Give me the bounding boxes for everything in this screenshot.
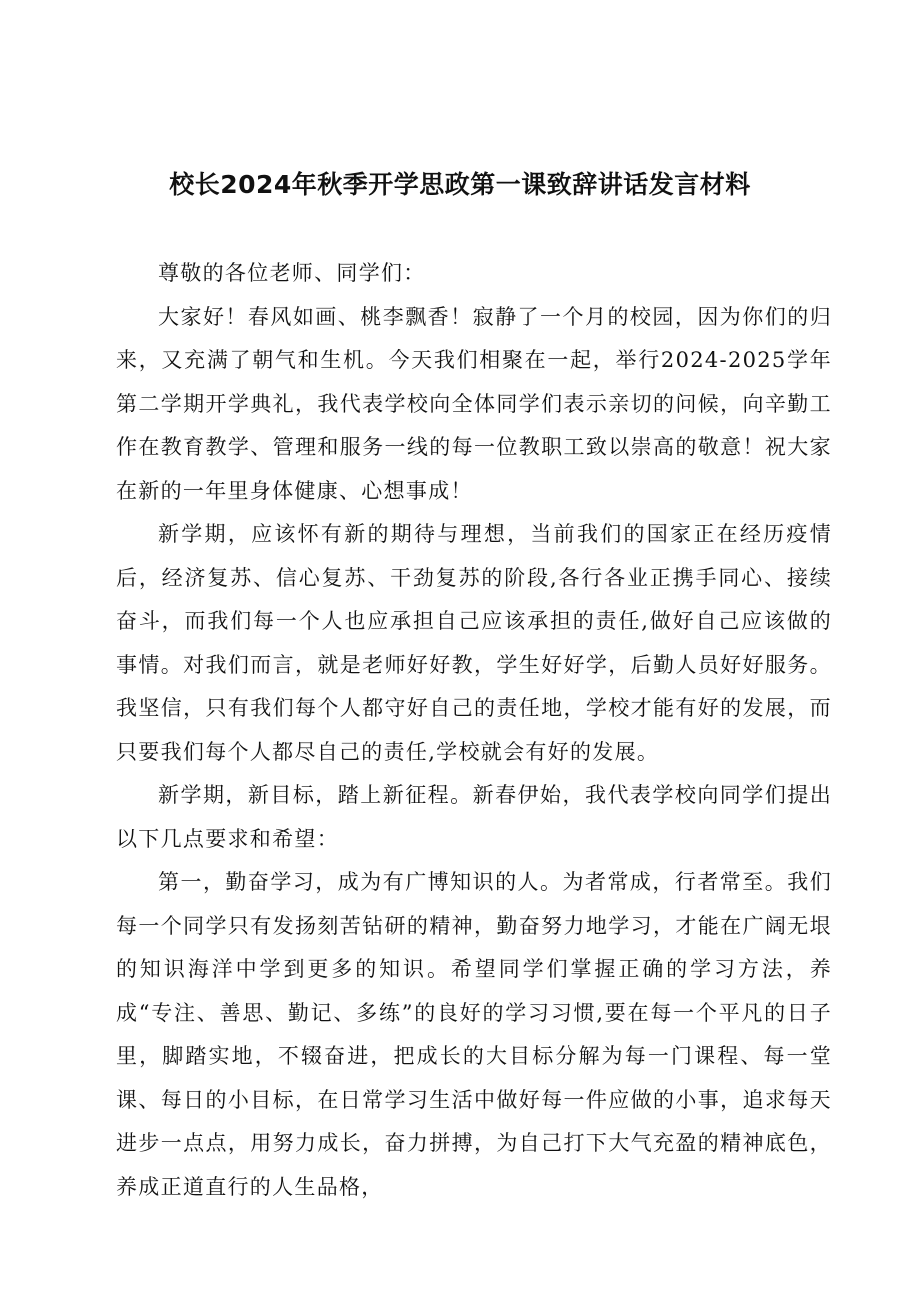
greeting-paragraph: 大家好！春风如画、桃李飘香！寂静了一个月的校园，因为你们的归来，又充满了朝气和生机。今天我们相聚在一起，举行2024-2025学年第二学期开学典礼，我代表学校向全体同学们表示亲切的问候，向辛勤工作在教育教学、管理和服务一线的每一位教职工致以崇高的敬意！祝大家在新的一年里身体健康、心想事成！	[116, 304, 832, 503]
document-body	[116, 252, 832, 1209]
new-semester-paragraph: 新学期，应该怀有新的期待与理想，当前我们的国家正在经历疫情后，经济复苏、信心复苏、干劲复苏的阶段,各行各业正携手同心、接续奋斗，而我们每一个人也应承担自己应该承担的责任,做好自己应该做的事情。对我们而言，就是老师好好教，学生好好学，后勤人员好好服务。我坚信，只有我们每个人都守好自己的责任地，学校才能有好的发展，而只要我们每个人都尽自己的责任,学校就会有好的发展。	[116, 522, 832, 764]
first-point-paragraph: 第一，勤奋学习，成为有广博知识的人。为者常成，行者常至。我们每一个同学只有发扬刻苦钻研的精神，勤奋努力地学习，才能在广阔无垠的知识海洋中学到更多的知识。希望同学们掌握正确的学习方法，养成“专注、善思、勤记、多练”的良好的学习习惯,要在每一个平凡的日子里，脚踏实地，不辍奋进，把成长的大目标分解为每一门课程、每一堂课、每日的小目标，在日常学习生活中做好每一件应做的小事，追求每天进步一点点，用努力成长，奋力拼搏，为自己打下大气充盈的精神底色，养成正道直行的人生品格，	[116, 870, 832, 1199]
document-title: 校长2024年秋季开学思政第一课致辞讲话发言材料	[169, 170, 751, 199]
salutation-paragraph: 尊敬的各位老师、同学们：	[158, 261, 426, 285]
requirements-intro-paragraph: 新学期，新目标，踏上新征程。新春伊始，我代表学校向同学们提出以下几点要求和希望：	[116, 783, 832, 851]
